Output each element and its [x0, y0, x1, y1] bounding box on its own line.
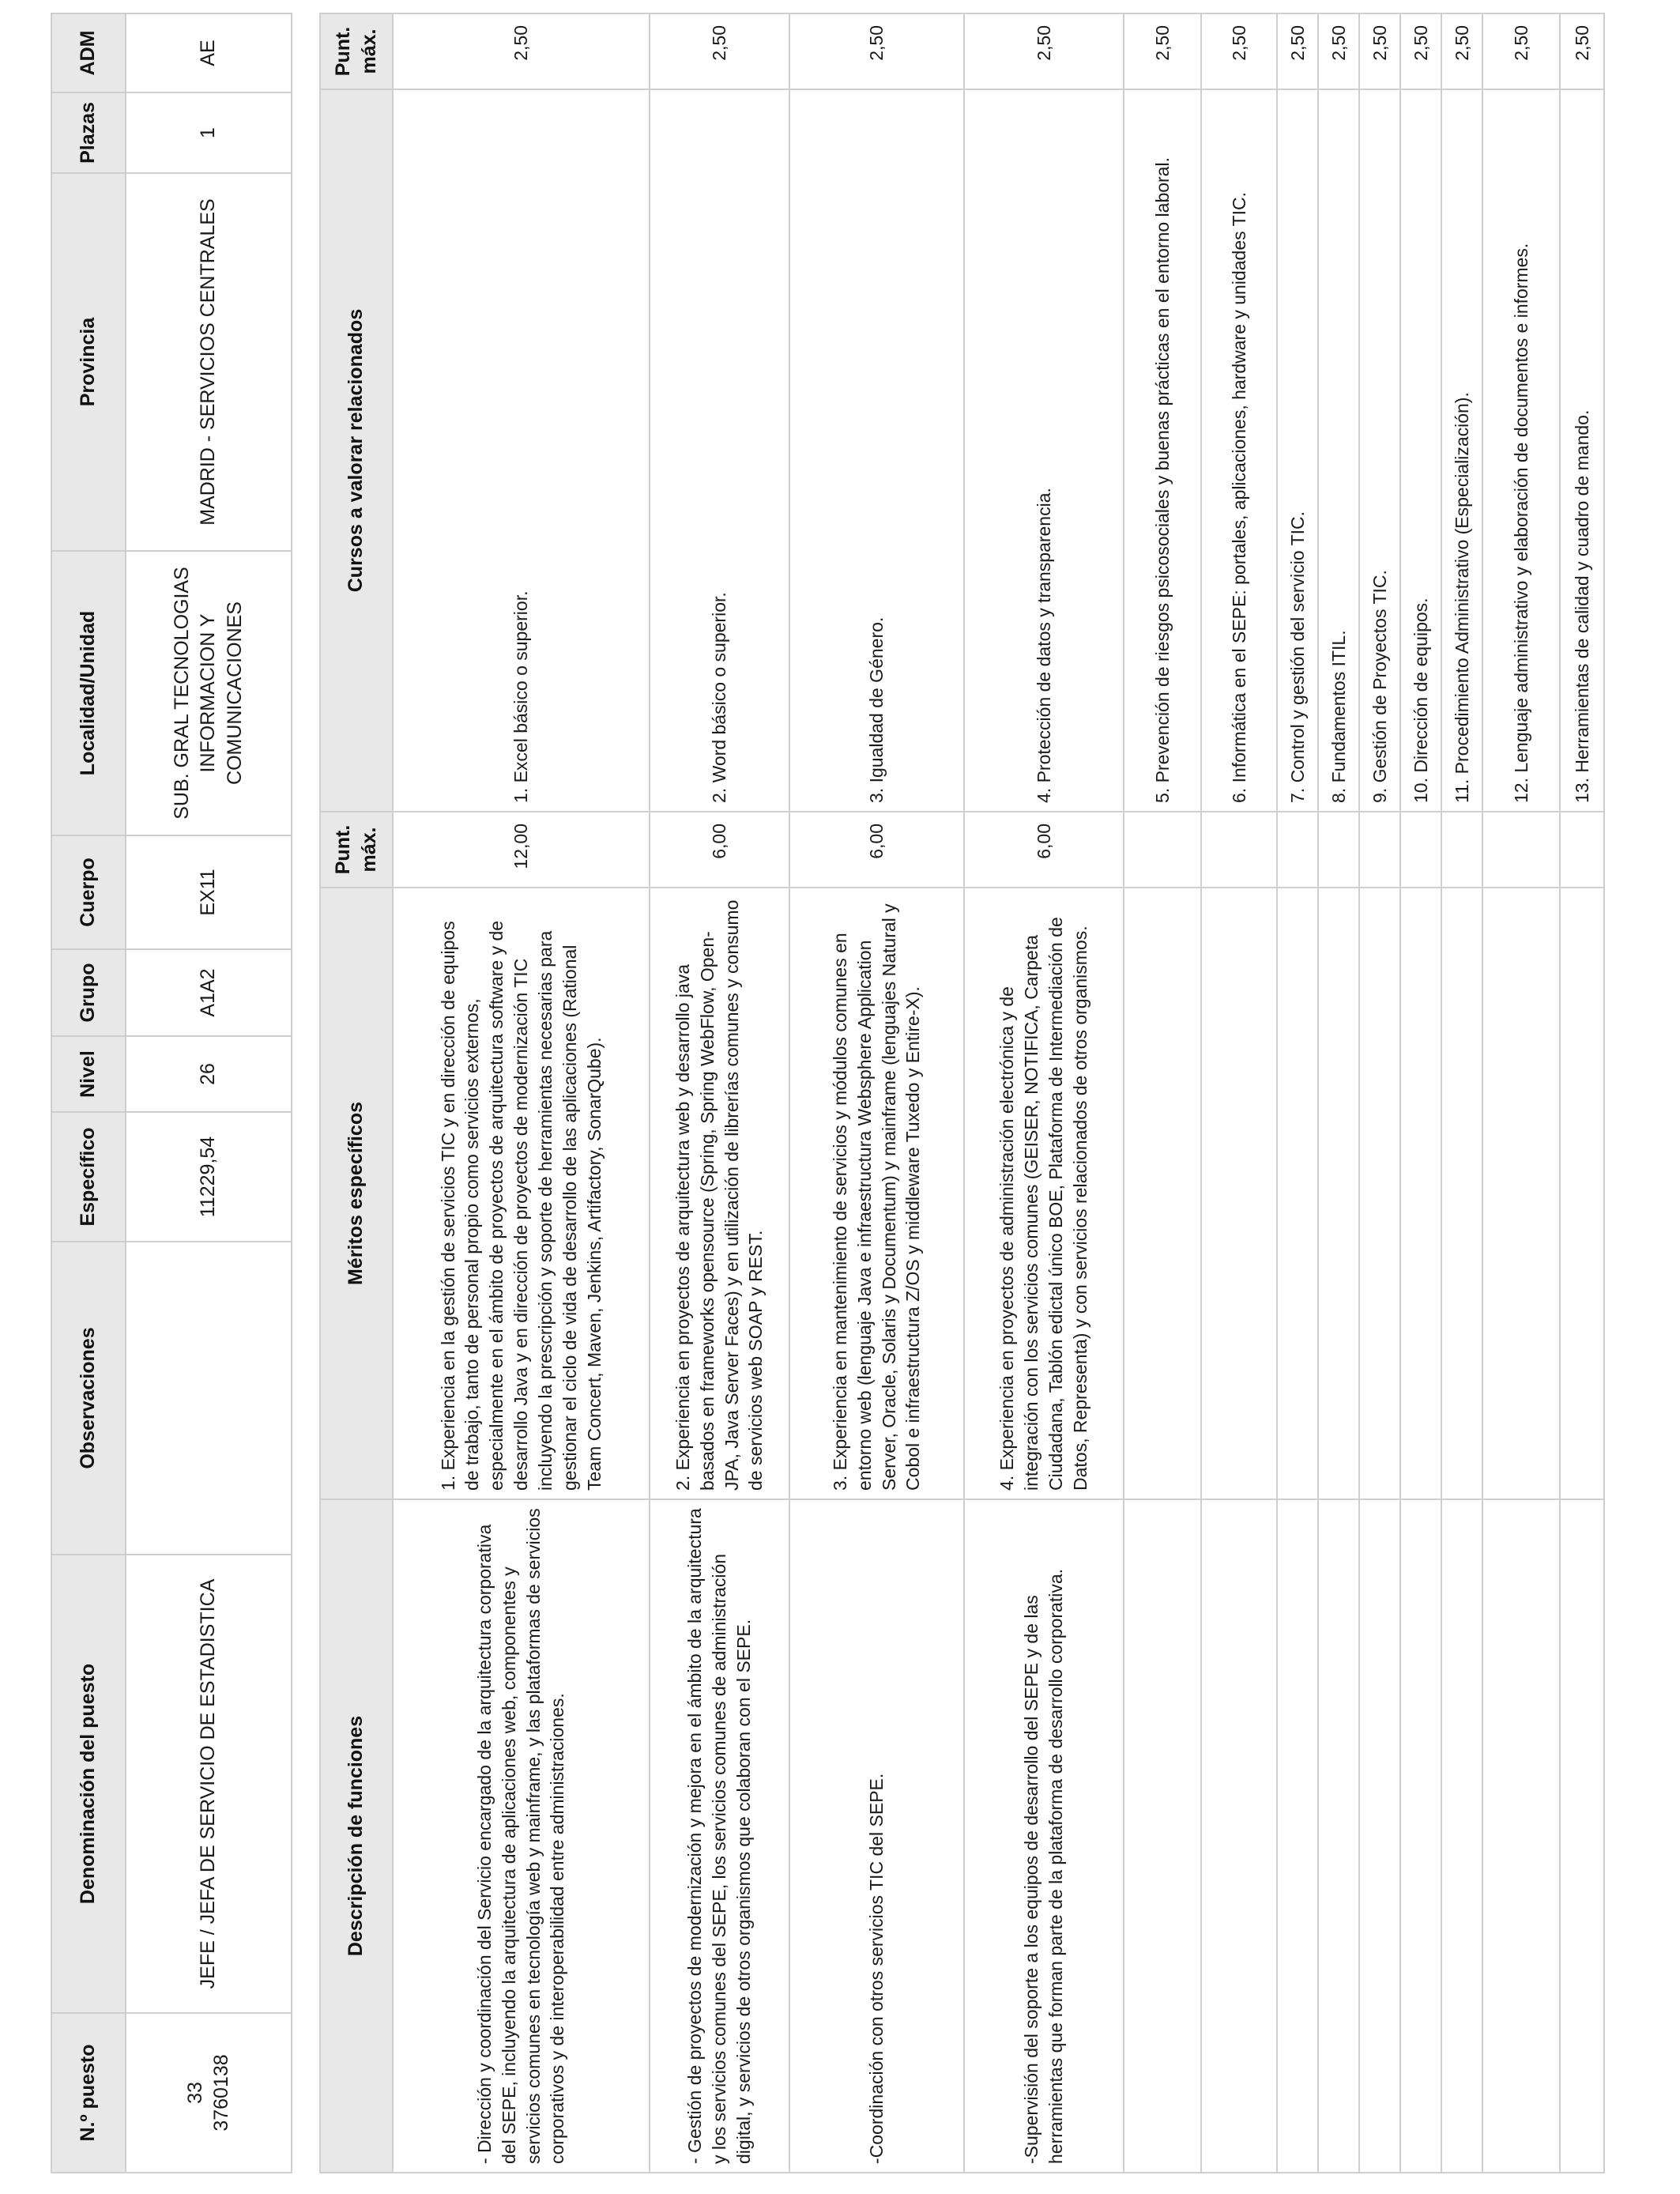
punt-curso-cell: 2,50 — [650, 13, 789, 89]
cell-nivel: 26 — [126, 1036, 292, 1112]
position-summary-table — [51, 13, 292, 2173]
punt-curso-cell: 2,50 — [1201, 13, 1277, 89]
funcion-cell — [1318, 1499, 1359, 2173]
functions-merits-table — [319, 13, 1605, 2173]
header-observaciones: Observaciones — [51, 1242, 126, 1555]
header-numero: N.º puesto — [51, 2013, 126, 2173]
punt-curso-cell: 2,50 — [1441, 13, 1482, 89]
table-row — [1318, 13, 1359, 2173]
header-provincia: Provincia — [51, 173, 126, 551]
punt-curso-cell: 2,50 — [1124, 13, 1201, 89]
cell-observaciones — [126, 1242, 292, 1555]
curso-cell: 11. Procedimiento Administrativo (Especialización). — [1441, 89, 1482, 812]
curso-cell: 2. Word básico o superior. — [650, 89, 789, 812]
cell-denominacion: JEFE / JEFA DE SERVICIO DE ESTADISTICA — [126, 1555, 292, 2013]
merito-cell: 1. Experiencia en la gestión de servicios TIC y en dirección de equipos de trabajo, tanto de personal propio como servicios externos, especialmente en el ámbito de proyectos de arquitectura software y de desarrollo Java y en dirección de proyectos de modernización TIC incluyendo la prescripción y soporte de herramientas necesarias para gestionar el ciclo de vida de desarrollo de las aplicaciones (Rational Team Concert, Maven, Jenkins, Artifactory, SonarQube). — [393, 888, 650, 1499]
curso-cell: 8. Fundamentos ITIL. — [1318, 89, 1359, 812]
header-meritos: Méritos específicos — [320, 888, 393, 1499]
merito-cell — [1400, 888, 1441, 1499]
funcion-cell — [1441, 1499, 1482, 2173]
curso-cell: 3. Igualdad de Género. — [789, 89, 964, 812]
merito-cell — [1318, 888, 1359, 1499]
curso-cell: 10. Dirección de equipos. — [1400, 89, 1441, 812]
header-cuerpo: Cuerpo — [51, 835, 126, 949]
punt-merito-cell: 6,00 — [964, 812, 1124, 888]
punt-curso-cell: 2,50 — [1400, 13, 1441, 89]
table-row — [1359, 13, 1400, 2173]
funcion-cell — [1124, 1499, 1201, 2173]
funcion-cell — [1201, 1499, 1277, 2173]
cell-unidad: SUB. GRAL TECNOLOGIAS INFORMACION Y COMUNICACIONES — [126, 551, 292, 835]
curso-cell: 5. Prevención de riesgos psicosociales y buenas prácticas en el entorno laboral. — [1124, 89, 1201, 812]
punt-merito-cell — [1560, 812, 1604, 888]
table-row — [1124, 13, 1201, 2173]
punt-curso-cell: 2,50 — [1482, 13, 1560, 89]
punt-merito-cell — [1277, 812, 1318, 888]
merito-cell — [1482, 888, 1560, 1499]
cell-grupo: A1A2 — [126, 949, 292, 1036]
header-punt-meritos: Punt. máx. — [320, 812, 393, 888]
merito-cell — [1441, 888, 1482, 1499]
main-header-row — [320, 13, 393, 2173]
punt-merito-cell — [1441, 812, 1482, 888]
funcion-cell — [1560, 1499, 1604, 2173]
cell-plazas: 1 — [126, 92, 292, 173]
table-row — [393, 13, 650, 2173]
table-row — [964, 13, 1124, 2173]
punt-merito-cell — [1400, 812, 1441, 888]
table-row — [1482, 13, 1560, 2173]
punt-merito-cell: 12,00 — [393, 812, 650, 888]
cell-numero — [126, 2013, 292, 2173]
curso-cell: 9. Gestión de Proyectos TIC. — [1359, 89, 1400, 812]
header-denominacion: Denominación del puesto — [51, 1555, 126, 2013]
funcion-cell: -Supervisión del soporte a los equipos de desarrollo del SEPE y de las herramientas que forman parte de la plataforma de desarrollo corporativa. — [964, 1499, 1124, 2173]
header-unidad: Localidad/Unidad — [51, 551, 126, 835]
cell-adm: AE — [126, 13, 292, 92]
punt-curso-cell: 2,50 — [1359, 13, 1400, 89]
table-row — [650, 13, 789, 2173]
funcion-cell — [1359, 1499, 1400, 2173]
summary-header-row — [51, 13, 126, 2173]
header-nivel: Nivel — [51, 1036, 126, 1112]
table-row — [1441, 13, 1482, 2173]
table-row — [1400, 13, 1441, 2173]
punt-merito-cell: 6,00 — [650, 812, 789, 888]
punt-curso-cell: 2,50 — [1560, 13, 1604, 89]
cell-cuerpo: EX11 — [126, 835, 292, 949]
curso-cell: 6. Informática en el SEPE: portales, aplicaciones, hardware y unidades TIC. — [1201, 89, 1277, 812]
header-plazas: Plazas — [51, 92, 126, 173]
curso-cell: 7. Control y gestión del servicio TIC. — [1277, 89, 1318, 812]
header-punt-cursos: Punt. máx. — [320, 13, 393, 89]
punt-curso-cell: 2,50 — [393, 13, 650, 89]
punt-curso-cell: 2,50 — [1318, 13, 1359, 89]
merito-cell: 2. Experiencia en proyectos de arquitectura web y desarrollo java basados en frameworks opensource (Spring, Spring WebFlow, Open-JPA, Java Server Faces) y en utilización de librerías comunes y consumo de servicios web SOAP y REST. — [650, 888, 789, 1499]
merito-cell — [1201, 888, 1277, 1499]
curso-cell: 4. Protección de datos y transparencia. — [964, 89, 1124, 812]
punt-merito-cell — [1318, 812, 1359, 888]
curso-cell: 13. Herramientas de calidad y cuadro de mando. — [1560, 89, 1604, 812]
cell-provincia: MADRID - SERVICIOS CENTRALES — [126, 173, 292, 551]
funcion-cell: - Gestión de proyectos de modernización y mejora en el ámbito de la arquitectura y los servicios comunes del SEPE, los servicios comunes de administración digital, y servicios de otros organismos que colaboran con el SEPE. — [650, 1499, 789, 2173]
cell-especifico: 11229,54 — [126, 1112, 292, 1242]
table-row — [1560, 13, 1604, 2173]
header-funciones: Descripción de funciones — [320, 1499, 393, 2173]
punt-merito-cell — [1124, 812, 1201, 888]
merito-cell — [1560, 888, 1604, 1499]
merito-cell: 3. Experiencia en mantenimiento de servicios y módulos comunes en entorno web (lenguaje Java e infraestructura Websphere Application Server, Oracle, Solaris y Documentum) y mainframe (lenguajes Natural y Cobol e infraestructura Z/OS y middleware Tuxedo y Entire-X). — [789, 888, 964, 1499]
punt-merito-cell — [1482, 812, 1560, 888]
header-grupo: Grupo — [51, 949, 126, 1036]
table-row — [1277, 13, 1318, 2173]
funcion-cell — [1277, 1499, 1318, 2173]
funcion-cell — [1482, 1499, 1560, 2173]
merito-cell — [1277, 888, 1318, 1499]
curso-cell: 12. Lenguaje administrativo y elaboración de documentos e informes. — [1482, 89, 1560, 812]
header-cursos: Cursos a valorar relacionados — [320, 89, 393, 812]
header-adm: ADM — [51, 13, 126, 92]
table-row — [1201, 13, 1277, 2173]
funcion-cell — [1400, 1499, 1441, 2173]
funcion-cell: - Dirección y coordinación del Servicio encargado de la arquitectura corporativa del SEPE, incluyendo la arquitectura de aplicaciones web, componentes y servicios comunes en tecnología web y mainframe, y las plataformas de servicios corporativos y de interoperabilidad entre administraciones. — [393, 1499, 650, 2173]
punt-merito-cell: 6,00 — [789, 812, 964, 888]
punt-curso-cell: 2,50 — [789, 13, 964, 89]
position-number: 33 — [183, 2082, 206, 2104]
header-especifico: Específico — [51, 1112, 126, 1242]
punt-curso-cell: 2,50 — [964, 13, 1124, 89]
punt-curso-cell: 2,50 — [1277, 13, 1318, 89]
summary-data-row — [126, 13, 292, 2173]
merito-cell: 4. Experiencia en proyectos de administración electrónica y de integración con los servicios comunes (GEISER, NOTIFICA, Carpeta Ciudadana, Tablón edictal único BOE, Plataforma de Intermediación de Datos, Representa) y con servicios relacionados de otros organismos. — [964, 888, 1124, 1499]
curso-cell: 1. Excel básico o superior. — [393, 89, 650, 812]
punt-merito-cell — [1359, 812, 1400, 888]
table-row — [789, 13, 964, 2173]
funcion-cell: -Coordinación con otros servicios TIC del SEPE. — [789, 1499, 964, 2173]
punt-merito-cell — [1201, 812, 1277, 888]
merito-cell — [1124, 888, 1201, 1499]
merito-cell — [1359, 888, 1400, 1499]
position-code: 3760138 — [210, 2054, 232, 2132]
